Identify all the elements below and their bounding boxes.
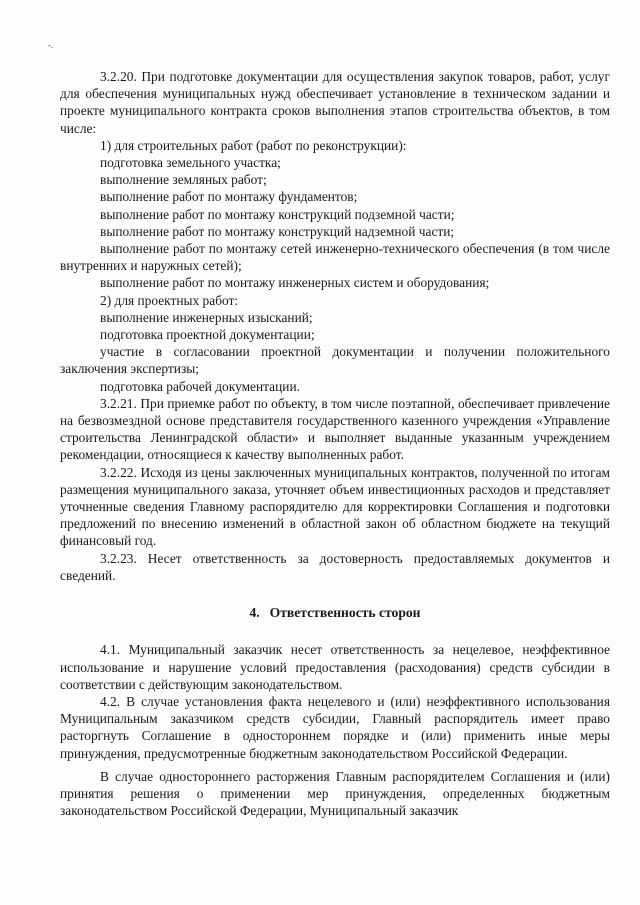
top-paragraphs: [60, 68, 610, 584]
list-item: подготовка рабочей документации.: [100, 378, 300, 394]
list-item: выполнение работ по монтажу конструкций подземной части;: [100, 206, 455, 222]
list-item: 2) для проектных работ:: [100, 292, 239, 308]
list-item: выполнение работ по монтажу инженерных систем и оборудования;: [100, 275, 490, 291]
list-item: 1) для строительных работ (работ по реконструкции):: [100, 137, 407, 153]
section-number: 4.: [249, 605, 260, 621]
paragraph: В случае одностороннего расторжения Главным распорядителем Соглашения и (или) принятия решения о применении мер принуждения, определенных бюджетным законодательством Российской Федерации, Муниципальный заказчик: [60, 768, 610, 819]
section-heading: [60, 604, 610, 621]
scan-mark: -.: [48, 40, 54, 50]
list-item: подготовка проектной документации;: [100, 327, 315, 343]
list-item: выполнение работ по монтажу сетей инженерно-технического обеспечения (в том числе внутренних и наружных сетей);: [60, 241, 610, 274]
section-title: Ответственность сторон: [269, 605, 421, 621]
paragraph: 4.2. В случае установления факта нецелевого и (или) неэффективного использования Муниципальным заказчиком средств субсидии, Главный распорядитель имеет право расторгнуть Соглашение в одностороннем порядке и (или) применить иные меры принуждения, предусмотренные бюджетным законодательством Российской Федерации.: [60, 693, 610, 761]
paragraph: 3.2.23. Несет ответственность за достоверность предоставляемых документов и сведений.: [60, 550, 610, 583]
list-item: выполнение работ по монтажу фундаментов;: [100, 189, 358, 205]
list-item: выполнение инженерных изысканий;: [100, 309, 313, 325]
paragraph: 4.1. Муниципальный заказчик несет ответственность за нецелевое, неэффективное использование и нарушение условий предоставления (расходования) средств субсидии в соответствии с действующим законодательством.: [60, 642, 610, 692]
paragraph: 3.2.21. При приемке работ по объекту, в том числе поэтапной, обеспечивает привлечение на безвозмездной основе представителя государственного казенного учреждения «Управление строительства Ленинградской области» и выполняет выданные указанным учреждением рекомендации, относящиеся к качеству выполненных работ.: [60, 395, 610, 463]
list-item: участие в согласовании проектной документации и получении положительного заключения экспертизы;: [60, 344, 610, 377]
list-item: подготовка земельного участка;: [100, 155, 281, 171]
document-body: [60, 68, 610, 819]
bottom-paragraphs: [60, 641, 610, 819]
paragraph: 3.2.20. При подготовке документации для осуществления закупок товаров, работ, услуг для обеспечения муниципальных нужд обеспечивает установление в техническом задании и проекте муниципального контракта сроков выполнения этапов строительства объектов, в том числе:: [60, 69, 610, 136]
list-item: выполнение работ по монтажу конструкций надземной части;: [100, 223, 455, 239]
list-item: выполнение земляных работ;: [100, 172, 267, 188]
paragraph: 3.2.22. Исходя из цены заключенных муниципальных контрактов, полученной по итогам размещения муниципального заказа, уточняет объем инвестиционных расходов и представляет уточненные сведения Главному распорядителю для корректировки Соглашения и подготовки предложений по внесению изменений в областной закон об областном бюджете на текущий финансовый год.: [60, 464, 610, 549]
